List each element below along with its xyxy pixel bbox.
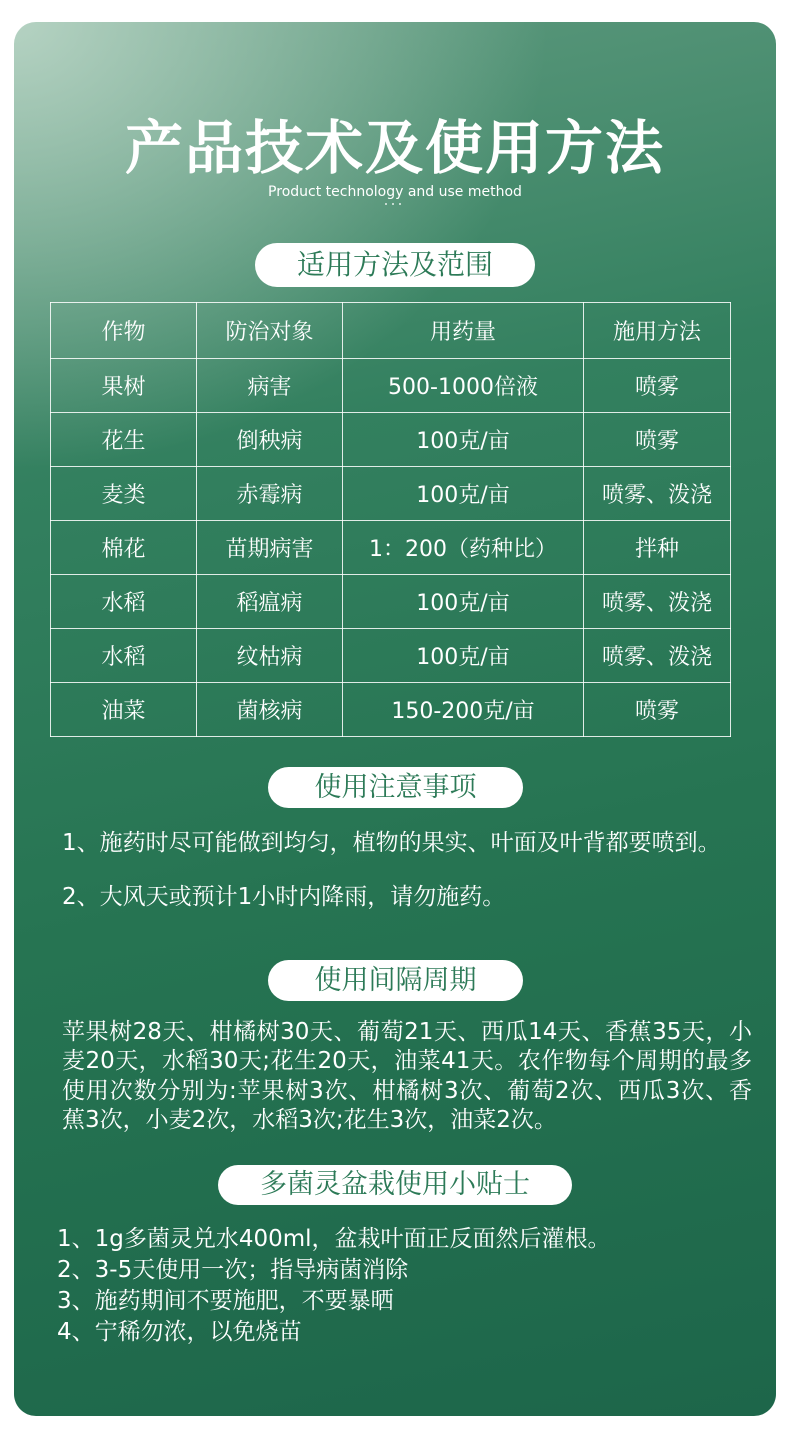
column-header-crop: 作物 xyxy=(51,303,197,359)
table-row xyxy=(51,629,731,683)
cell-dosage: 500-1000倍液 xyxy=(343,359,584,413)
cell-target: 病害 xyxy=(197,359,343,413)
interval-line: 使用次数分别为:苹果树3次、柑橘树3次、葡萄2次、西瓜3次、香 xyxy=(62,1077,752,1104)
cell-target: 稻瘟病 xyxy=(197,575,343,629)
cell-dosage: 100克/亩 xyxy=(343,629,584,683)
tips-heading: 多菌灵盆栽使用小贴士 xyxy=(218,1165,572,1205)
table-row xyxy=(51,683,731,737)
interval-line: 蕉3次，小麦2次，水稻3次;花生3次，油菜2次。 xyxy=(62,1106,557,1133)
precaution-item: 2、大风天或预计1小时内降雨，请勿施药。 xyxy=(62,884,506,910)
page-subtitle: Product technology and use method xyxy=(268,184,522,200)
table-row xyxy=(51,413,731,467)
cell-crop: 油菜 xyxy=(51,683,197,737)
cell-method: 喷雾、泼浇 xyxy=(584,575,731,629)
column-header-dosage: 用药量 xyxy=(343,303,584,359)
decorative-dots xyxy=(385,203,401,206)
cell-dosage: 100克/亩 xyxy=(343,467,584,521)
cell-crop: 水稻 xyxy=(51,575,197,629)
tip-item: 2、3-5天使用一次；指导病菌消除 xyxy=(57,1257,409,1283)
cell-method: 喷雾 xyxy=(584,683,731,737)
interval-line: 苹果树28天、柑橘树30天、葡萄21天、西瓜14天、香蕉35天，小 xyxy=(62,1019,752,1045)
cell-dosage: 100克/亩 xyxy=(343,575,584,629)
column-header-method: 施用方法 xyxy=(584,303,731,359)
precaution-item: 1、施药时尽可能做到均匀，植物的果实、叶面及叶背都要喷到。 xyxy=(62,830,721,856)
table-row xyxy=(51,467,731,521)
cell-target: 纹枯病 xyxy=(197,629,343,683)
tip-item: 4、宁稀勿浓，以免烧苗 xyxy=(57,1319,302,1345)
precautions-heading: 使用注意事项 xyxy=(268,767,523,808)
tips-list xyxy=(57,1224,757,1348)
page-title: 产品技术及使用方法 xyxy=(124,114,665,182)
tip-item: 1、1g多菌灵兑水400ml，盆栽叶面正反面然后灌根。 xyxy=(57,1226,611,1252)
cell-target: 菌核病 xyxy=(197,683,343,737)
cell-crop: 水稻 xyxy=(51,629,197,683)
cell-crop: 棉花 xyxy=(51,521,197,575)
table-header-row xyxy=(51,303,731,359)
cell-dosage: 1：200（药种比） xyxy=(343,521,584,575)
product-info-card xyxy=(14,22,776,1416)
cell-dosage: 150-200克/亩 xyxy=(343,683,584,737)
cell-target: 苗期病害 xyxy=(197,521,343,575)
cell-crop: 花生 xyxy=(51,413,197,467)
interval-heading: 使用间隔周期 xyxy=(268,960,523,1001)
table-row xyxy=(51,359,731,413)
interval-paragraph xyxy=(62,1018,752,1135)
cell-target: 倒秧病 xyxy=(197,413,343,467)
cell-crop: 果树 xyxy=(51,359,197,413)
cell-dosage: 100克/亩 xyxy=(343,413,584,467)
table-row xyxy=(51,521,731,575)
scope-heading: 适用方法及范围 xyxy=(255,243,535,287)
tip-item: 3、施药期间不要施肥，不要暴晒 xyxy=(57,1288,394,1314)
interval-line: 麦20天，水稻30天;花生20天，油菜41天。农作物每个周期的最多 xyxy=(62,1048,752,1075)
cell-target: 赤霉病 xyxy=(197,467,343,521)
scope-table xyxy=(50,302,731,737)
table-row xyxy=(51,575,731,629)
cell-crop: 麦类 xyxy=(51,467,197,521)
cell-method: 喷雾 xyxy=(584,413,731,467)
cell-method: 拌种 xyxy=(584,521,731,575)
cell-method: 喷雾 xyxy=(584,359,731,413)
column-header-target: 防治对象 xyxy=(197,303,343,359)
cell-method: 喷雾、泼浇 xyxy=(584,467,731,521)
cell-method: 喷雾、泼浇 xyxy=(584,629,731,683)
